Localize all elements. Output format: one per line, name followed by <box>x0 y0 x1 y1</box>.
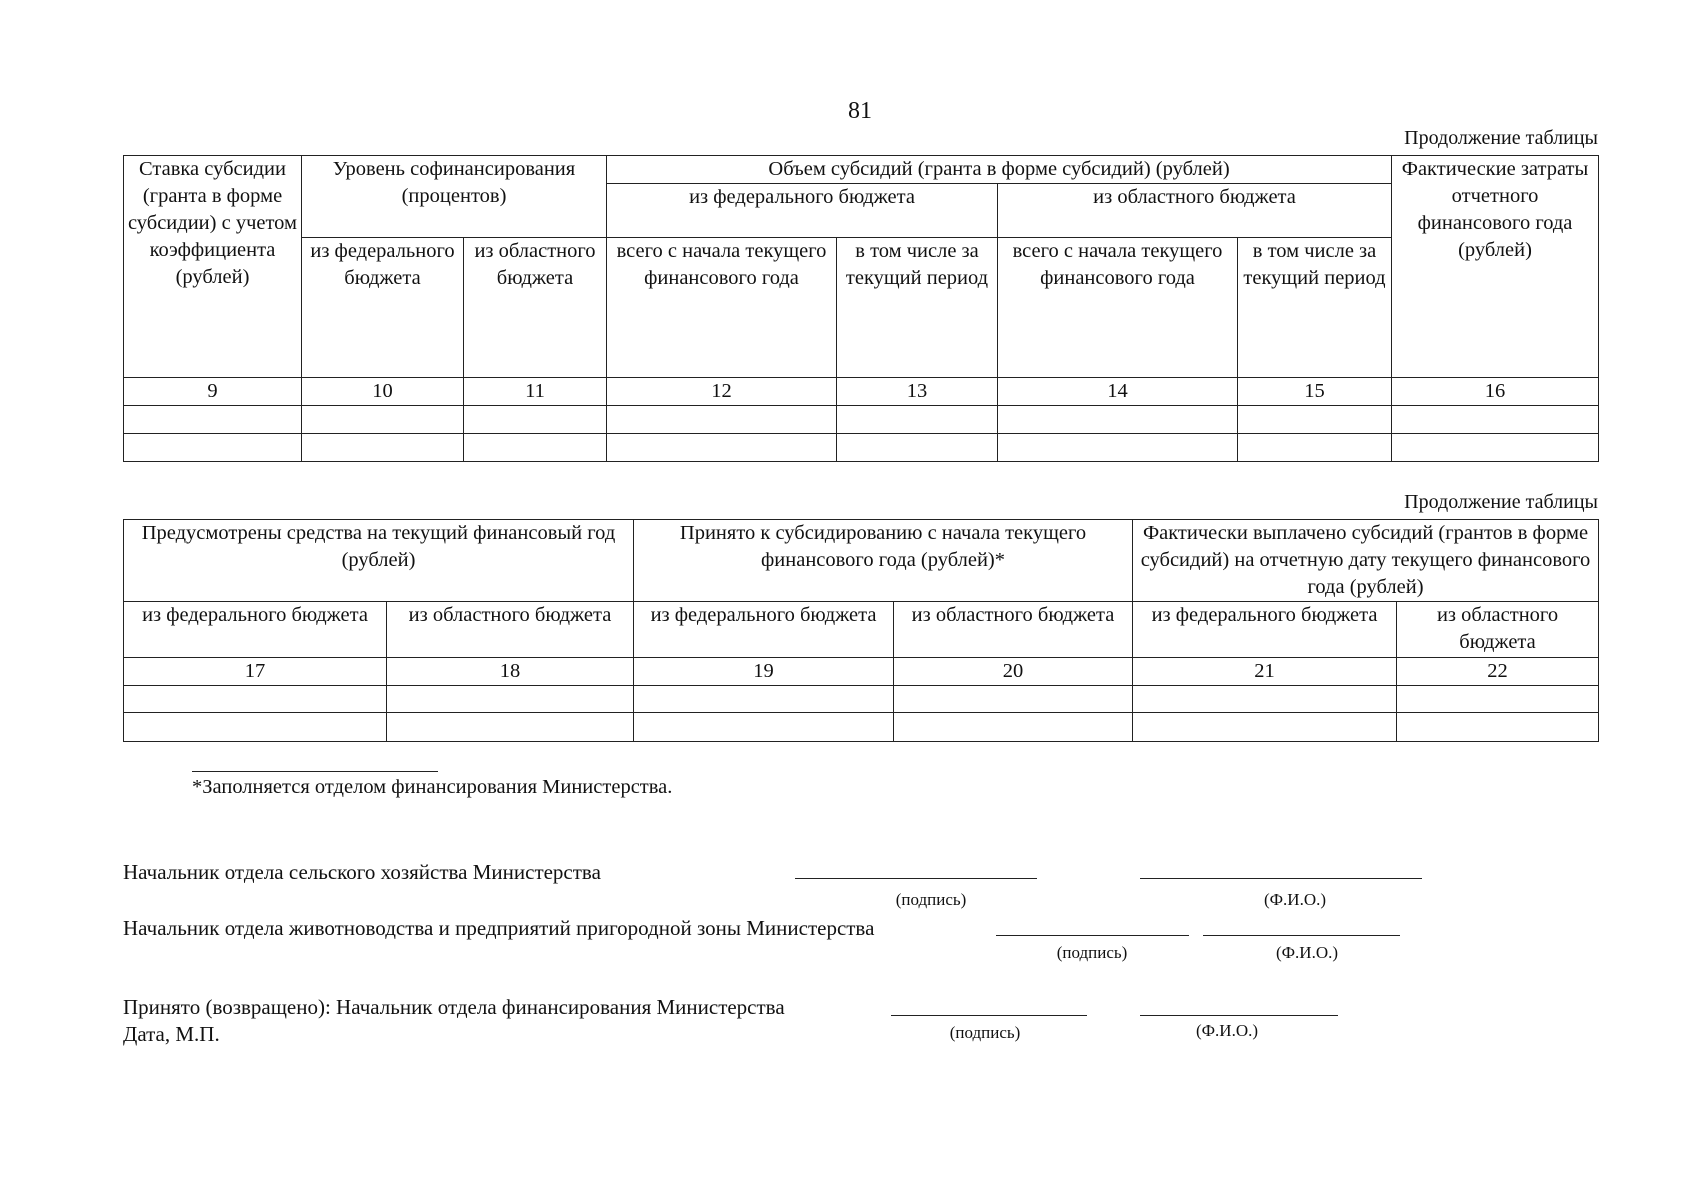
empty-cell[interactable] <box>998 434 1238 462</box>
column-number: 13 <box>837 378 998 406</box>
agri-name-caption: (Ф.И.О.) <box>1263 890 1327 909</box>
cofin-federal-header: из федерального бюджета <box>302 238 464 378</box>
provided-federal-header: из федерального бюджета <box>124 602 387 658</box>
livestock-name-line[interactable] <box>1203 935 1400 936</box>
empty-cell[interactable] <box>464 406 607 434</box>
accepted-federal-header: из федерального бюджета <box>634 602 894 658</box>
empty-cell[interactable] <box>1238 434 1392 462</box>
empty-cell[interactable] <box>387 713 634 742</box>
finance-name-line[interactable] <box>1140 1015 1338 1016</box>
empty-cell[interactable] <box>302 434 464 462</box>
column-number: 15 <box>1238 378 1392 406</box>
empty-cell[interactable] <box>894 713 1133 742</box>
empty-cell[interactable] <box>1392 434 1599 462</box>
empty-cell[interactable] <box>124 686 387 713</box>
empty-cell[interactable] <box>634 686 894 713</box>
empty-row <box>124 686 1599 713</box>
footnote-divider <box>192 771 438 772</box>
finance-head-label: Принято (возвращено): Начальник отдела финансирования Министерства <box>123 995 785 1019</box>
volume-regional-header: из областного бюджета <box>998 184 1392 238</box>
empty-cell[interactable] <box>302 406 464 434</box>
date-stamp-label: Дата, М.П. <box>123 1022 220 1046</box>
column-number: 16 <box>1392 378 1599 406</box>
finance-signature-line[interactable] <box>891 1015 1087 1016</box>
empty-row <box>124 406 1599 434</box>
agri-signature-caption: (подпись) <box>895 890 967 909</box>
federal-total-header: всего с начала текущего финансового года <box>607 238 837 378</box>
empty-cell[interactable] <box>1133 713 1397 742</box>
empty-cell[interactable] <box>607 434 837 462</box>
column-number: 17 <box>124 658 387 686</box>
column-number: 18 <box>387 658 634 686</box>
column-number: 12 <box>607 378 837 406</box>
empty-cell[interactable] <box>387 686 634 713</box>
subsidy-volume-header: Объем субсидий (гранта в форме субсидий) (рублей) <box>607 156 1392 184</box>
empty-row <box>124 434 1599 462</box>
empty-cell[interactable] <box>1392 406 1599 434</box>
empty-cell[interactable] <box>837 434 998 462</box>
subsidy-table-part2 <box>123 519 1599 742</box>
empty-cell[interactable] <box>894 686 1133 713</box>
accepted-subsidies-header: Принято к субсидированию с начала текущего финансового года (рублей)* <box>634 520 1133 602</box>
column-number: 9 <box>124 378 302 406</box>
regional-total-header: всего с начала текущего финансового года <box>998 238 1238 378</box>
volume-federal-header: из федерального бюджета <box>607 184 998 238</box>
accepted-regional-header: из областного бюджета <box>894 602 1133 658</box>
empty-cell[interactable] <box>998 406 1238 434</box>
provided-regional-header: из областного бюджета <box>387 602 634 658</box>
livestock-head-label: Начальник отдела животноводства и предприятий пригородной зоны Министерства <box>123 916 875 940</box>
empty-cell[interactable] <box>464 434 607 462</box>
empty-row <box>124 713 1599 742</box>
empty-cell[interactable] <box>1397 686 1599 713</box>
column-number: 21 <box>1133 658 1397 686</box>
federal-period-header: в том числе за текущий период <box>837 238 998 378</box>
regional-period-header: в том числе за текущий период <box>1238 238 1392 378</box>
agri-signature-line[interactable] <box>795 878 1037 879</box>
agri-name-line[interactable] <box>1140 878 1422 879</box>
footnote: *Заполняется отделом финансирования Министерства. <box>192 776 673 798</box>
paid-regional-header: из областного бюджета <box>1397 602 1599 658</box>
table2-continuation-label: Продолжение таблицы <box>1404 491 1598 513</box>
provided-funds-header: Предусмотрены средства на текущий финансовый год (рублей) <box>124 520 634 602</box>
column-number: 20 <box>894 658 1133 686</box>
livestock-name-caption: (Ф.И.О.) <box>1275 943 1339 962</box>
empty-cell[interactable] <box>124 434 302 462</box>
empty-cell[interactable] <box>607 406 837 434</box>
column-number: 10 <box>302 378 464 406</box>
col9-rate-header: Ставка субсидии (гранта в форме субсидии) с учетом коэффициента (рублей) <box>124 156 302 378</box>
cofinancing-level-header: Уровень софинансирования (процентов) <box>302 156 607 238</box>
empty-cell[interactable] <box>124 713 387 742</box>
page-number: 81 <box>848 98 872 124</box>
actual-costs-header: Фактические затраты отчетного финансового года (рублей) <box>1392 156 1599 378</box>
cofin-regional-header: из областного бюджета <box>464 238 607 378</box>
table1-continuation-label: Продолжение таблицы <box>1404 127 1598 149</box>
finance-signature-caption: (подпись) <box>949 1023 1021 1042</box>
empty-cell[interactable] <box>1238 406 1392 434</box>
subsidy-table-part1 <box>123 155 1599 462</box>
finance-name-caption: (Ф.И.О.) <box>1195 1021 1259 1040</box>
column-number: 14 <box>998 378 1238 406</box>
paid-federal-header: из федерального бюджета <box>1133 602 1397 658</box>
empty-cell[interactable] <box>1397 713 1599 742</box>
empty-cell[interactable] <box>124 406 302 434</box>
empty-cell[interactable] <box>1133 686 1397 713</box>
livestock-signature-line[interactable] <box>996 935 1189 936</box>
column-number: 19 <box>634 658 894 686</box>
column-number: 11 <box>464 378 607 406</box>
actually-paid-header: Фактически выплачено субсидий (грантов в форме субсидий) на отчетную дату текущего финансового года (рублей) <box>1133 520 1599 602</box>
empty-cell[interactable] <box>634 713 894 742</box>
livestock-signature-caption: (подпись) <box>1056 943 1128 962</box>
agri-head-label: Начальник отдела сельского хозяйства Министерства <box>123 860 601 884</box>
column-number: 22 <box>1397 658 1599 686</box>
empty-cell[interactable] <box>837 406 998 434</box>
